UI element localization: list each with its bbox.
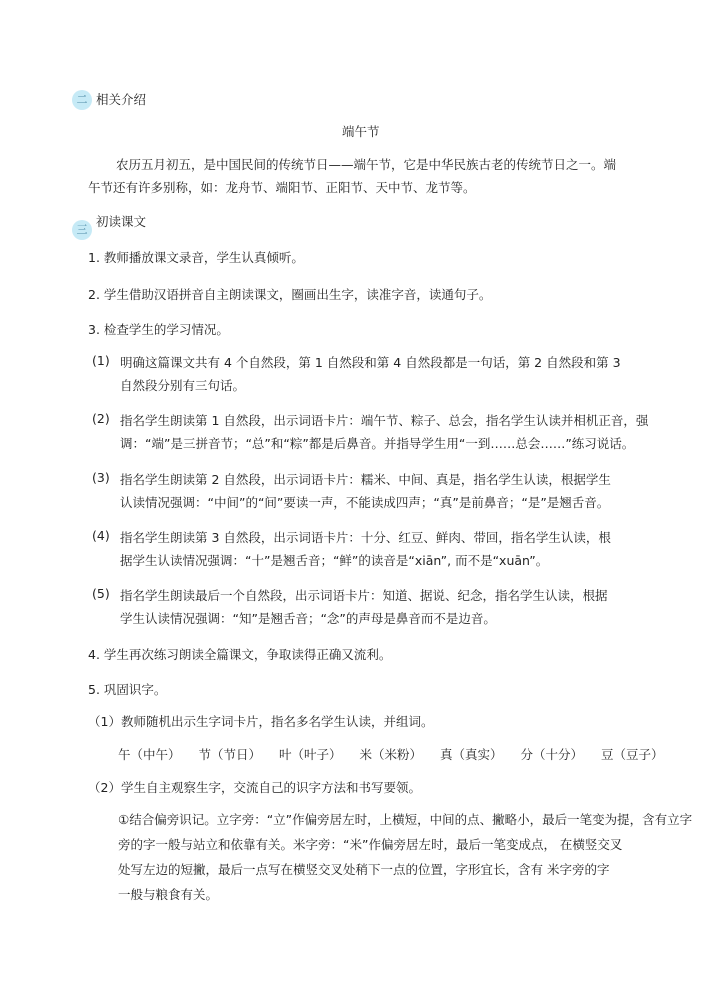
step-5-sub-2: （2）学生自主观察生字，交流自己的识字方法和书写要领。 (88, 780, 421, 795)
section-badge-2: 二 (72, 90, 92, 110)
radical-note-line-1: ①结合偏旁识记。立字旁：“立”作偏旁居左时，上横短，中间的点、撇略小，最后一笔变为提，含有立字 (118, 812, 693, 827)
sub-item-2-line-2: 调：“端”是三拼音节；“总”和“粽”都是后鼻音。并指导学生用“一到……总会……”练习说话。 (120, 436, 635, 451)
section-title-intro: 相关介绍 (96, 92, 147, 107)
intro-paragraph-line-2: 午节还有许多别称，如：龙舟节、端阳节、正阳节、天中节、龙节等。 (88, 180, 476, 195)
intro-paragraph-line-1: 农历五月初五，是中国民间的传统节日——端午节，它是中华民族古老的传统节日之一。端 (116, 157, 617, 172)
step-5-sub-1: （1）教师随机出示生字词卡片，指名多名学生认读，并组词。 (88, 714, 434, 729)
radical-note-line-3: 处写左边的短撇，最后一点写在横竖交叉处稍下一点的位置，字形宜长，含有 米字旁的字 (118, 862, 610, 877)
sub-item-3-line-1: 指名学生朗读第 2 自然段，出示词语卡片：糯米、中间、真是，指名学生认读，根据学生 (120, 472, 611, 487)
vocab-list (118, 745, 678, 763)
step-2: 2. 学生借助汉语拼音自主朗读课文，圈画出生字，读准字音，读通句子。 (88, 287, 492, 302)
vocab-item: 节（节日） (198, 747, 262, 762)
article-title: 端午节 (342, 124, 380, 139)
sub-item-4-line-1: 指名学生朗读第 3 自然段，出示词语卡片：十分、红豆、鲜肉、带回，指名学生认读，根 (120, 530, 611, 545)
step-1: 1. 教师播放课文录音，学生认真倾听。 (88, 250, 304, 265)
sub-item-2-line-1: 指名学生朗读第 1 自然段，出示词语卡片：端午节、粽子、总会，指名学生认读并相机正音，强 (120, 413, 649, 428)
sub-item-5-line-1: 指名学生朗读最后一个自然段，出示词语卡片：知道、据说、纪念，指名学生认读，根据 (120, 588, 608, 603)
sub-item-1-number: (1) (92, 353, 110, 368)
vocab-item: 分（十分） (520, 747, 584, 762)
sub-item-5-number: (5) (92, 586, 110, 601)
radical-note-line-4: 一般与粮食有关。 (118, 887, 219, 902)
vocab-item: 午（中午） (118, 747, 181, 762)
vocab-item: 真（真实） (440, 747, 503, 762)
sub-item-3-number: (3) (92, 470, 110, 485)
sub-item-4-line-2: 据学生认读情况强调：“十”是翘舌音；“鲜”的读音是“xiān”, 而不是“xuān”。 (120, 553, 549, 568)
sub-item-1-line-2: 自然段分别有三句话。 (120, 378, 246, 393)
radical-note-line-2: 旁的字一般与站立和依靠有关。米字旁：“米”作偏旁居左时，最后一笔变成点， 在横竖交叉 (118, 837, 623, 852)
vocab-item: 叶（叶子） (279, 747, 342, 762)
sub-item-3-line-2: 认读情况强调：“中间”的“间”要读一声，不能读成四声；“真”是前鼻音；“是”是翘舌音。 (120, 495, 610, 510)
vocab-item: 豆（豆子） (601, 747, 664, 762)
sub-item-2-number: (2) (92, 411, 110, 426)
step-5: 5. 巩固识字。 (88, 682, 167, 697)
sub-item-4-number: (4) (92, 528, 110, 543)
vocab-item: 米（米粉） (359, 747, 423, 762)
sub-item-1-line-1: 明确这篇课文共有 4 个自然段，第 1 自然段和第 4 自然段都是一句话，第 2 自然段和第 3 (120, 355, 621, 370)
sub-item-5-line-2: 学生认读情况强调：“知”是翘舌音；“念”的声母是鼻音而不是边音。 (120, 611, 496, 626)
step-3: 3. 检查学生的学习情况。 (88, 322, 229, 337)
section-badge-3: 三 (72, 220, 92, 240)
section-title-first-reading: 初读课文 (96, 214, 147, 229)
step-4: 4. 学生再次练习朗读全篇课文，争取读得正确又流利。 (88, 647, 392, 662)
